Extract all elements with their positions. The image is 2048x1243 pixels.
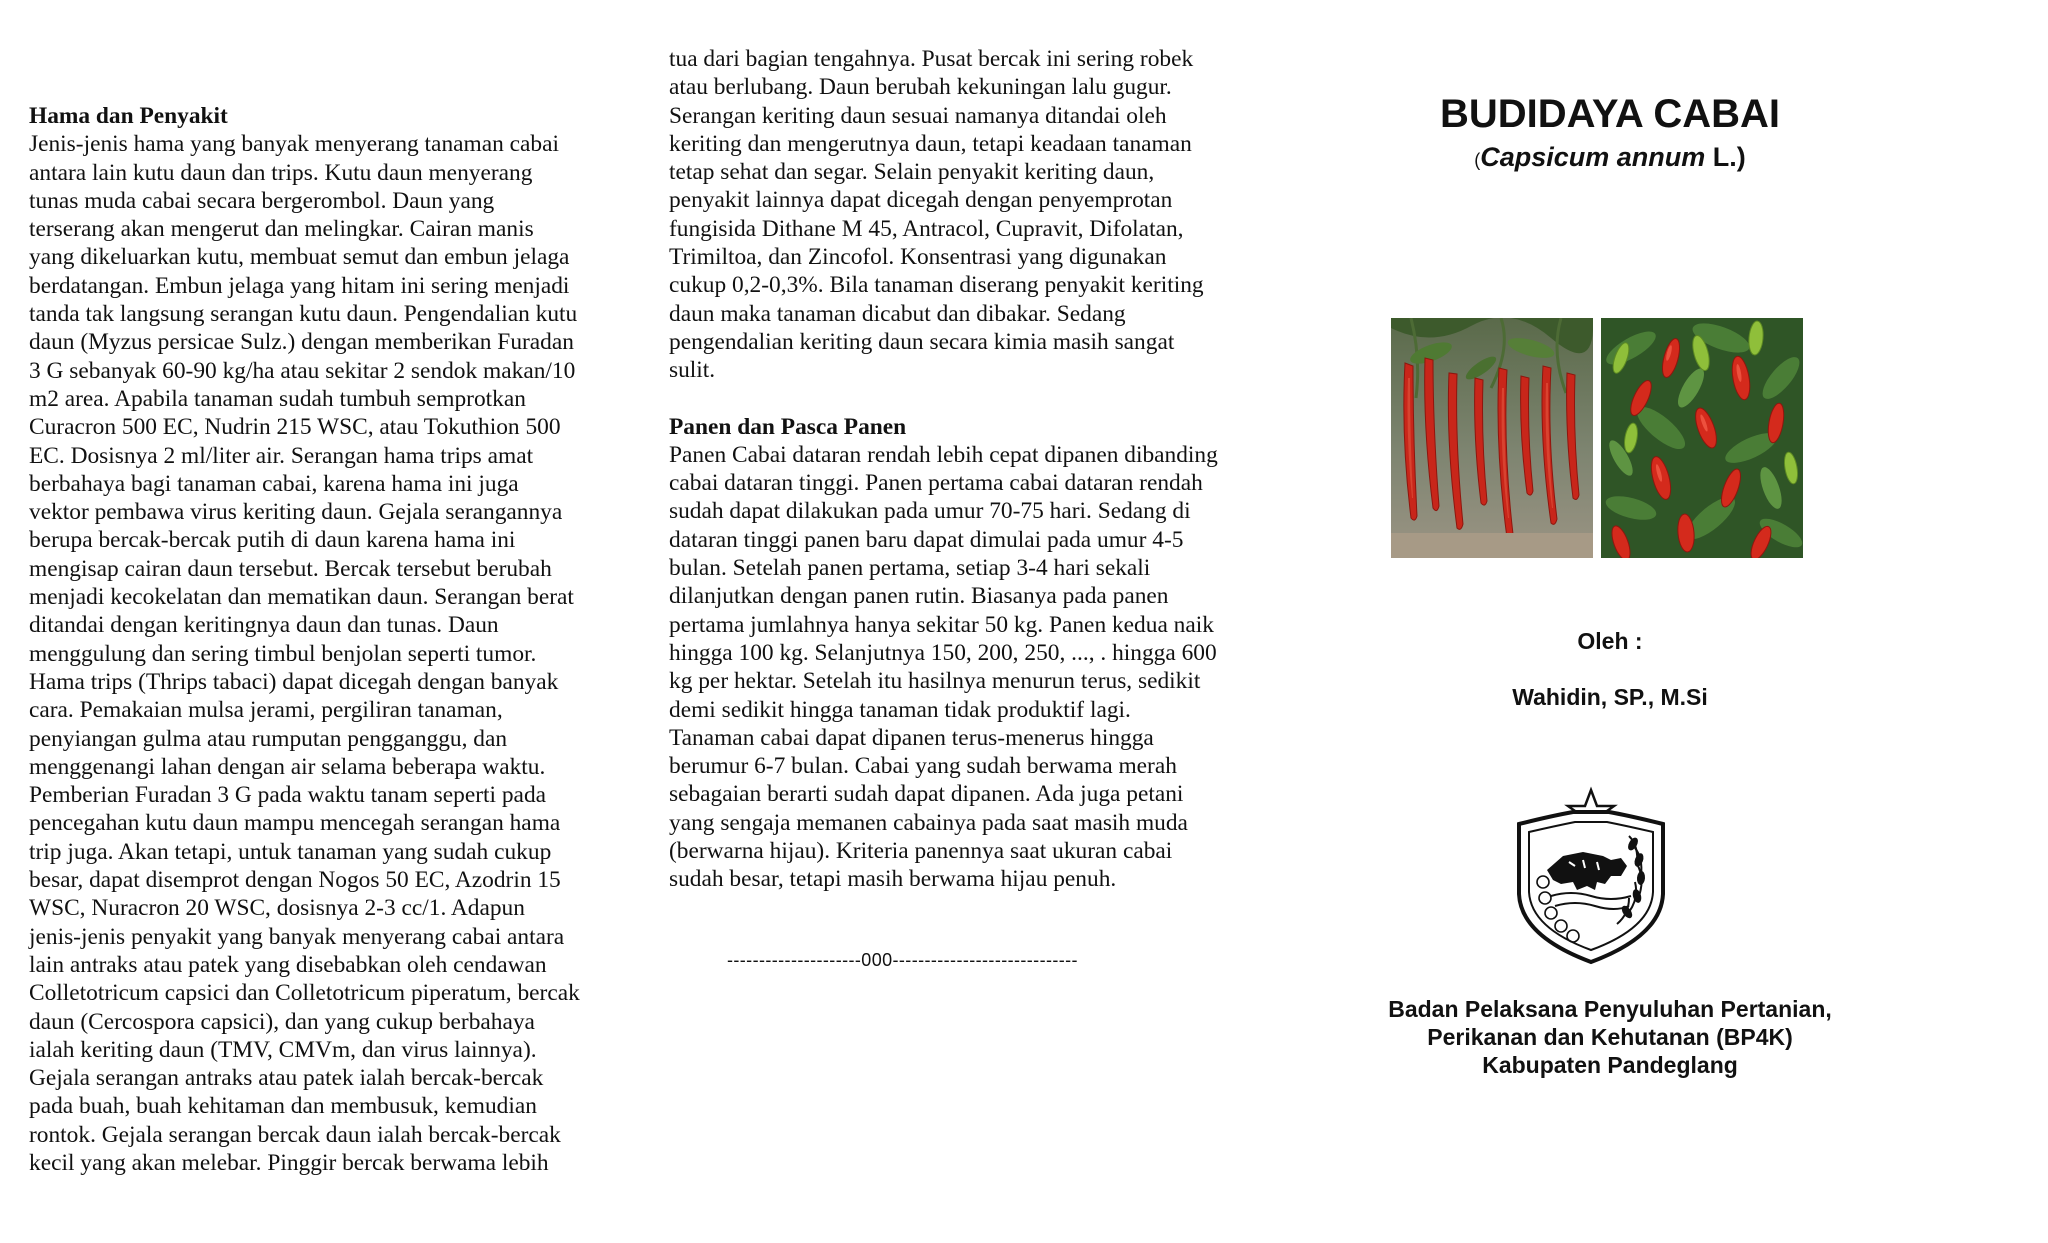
text-line: yang dikeluarkan kutu, membuat semut dan embun jelaga bbox=[29, 244, 570, 271]
text-line: EC. Dosisnya 2 ml/liter air. Serangan hama trips amat bbox=[29, 442, 534, 469]
text-line: yang sengaja memanen cabainya pada saat masih muda bbox=[669, 809, 1188, 836]
text-line: ialah keriting daun (TMV, CMVm, dan virus lainnya). bbox=[29, 1036, 537, 1063]
organization-block bbox=[1340, 995, 1880, 1079]
text-line: pada buah, buah kehitaman dan membusuk, kemudian bbox=[29, 1093, 537, 1120]
text-line: (berwarna hijau). Kriteria panennya saat ukuran cabai bbox=[669, 838, 1173, 865]
text-line: Panen Cabai dataran rendah lebih cepat dipanen dibanding bbox=[669, 441, 1218, 468]
photo-hanging-chilies bbox=[1391, 318, 1593, 558]
scientific-name: Capsicum annum bbox=[1480, 142, 1706, 172]
text-line: trip juga. Akan tetapi, untuk tanaman yang sudah cukup bbox=[29, 838, 552, 865]
text-line: sudah dapat dilakukan pada umur 70-75 hari. Sedang di bbox=[669, 498, 1191, 525]
text-line: keriting dan mengerutnya daun, tetapi keadaan tanaman bbox=[669, 130, 1192, 157]
regency-emblem bbox=[1511, 786, 1671, 966]
column2-body-bottom bbox=[669, 441, 1259, 894]
text-line: Trimiltoa, dan Zincofol. Konsentrasi yang digunakan bbox=[669, 244, 1167, 271]
text-line: daun maka tanaman dicabut dan dibakar. Sedang bbox=[669, 300, 1126, 327]
text-line: ditandai dengan keritingnya daun dan tunas. Daun bbox=[29, 612, 499, 639]
text-line: fungisida Dithane M 45, Antracol, Cupravit, Difolatan, bbox=[669, 215, 1184, 242]
text-line: pencegahan kutu daun mampu mencegah serangan hama bbox=[29, 810, 561, 837]
text-line: tetap sehat dan segar. Selain penyakit keriting daun, bbox=[669, 159, 1155, 186]
text-line: Pemberian Furadan 3 G pada waktu tanam seperti pada bbox=[29, 782, 547, 809]
hanging-chilies-illustration bbox=[1391, 318, 1593, 558]
text-line: demi sedikit hingga tanaman tidak produktif lagi. bbox=[669, 696, 1131, 723]
text-line: tunas muda cabai secara bergerombol. Daun yang bbox=[29, 187, 495, 214]
text-line: dilanjutkan dengan panen rutin. Biasanya pada panen bbox=[669, 583, 1169, 610]
text-line: penyakit lainnya dapat dicegah dengan penyemprotan bbox=[669, 187, 1173, 214]
photo-chili-bush bbox=[1601, 318, 1803, 558]
column-hama-penyakit bbox=[29, 102, 619, 1177]
text-line: antara lain kutu daun dan trips. Kutu daun menyerang bbox=[29, 159, 533, 186]
text-line: sulit. bbox=[669, 357, 716, 384]
text-line: Hama trips (Thrips tabaci) dapat dicegah dengan banyak bbox=[29, 668, 559, 695]
section-heading-hama: Hama dan Penyakit bbox=[29, 103, 228, 129]
text-line: berupa bercak-bercak putih di daun karena hama ini bbox=[29, 527, 516, 554]
text-line: sudah besar, tetapi masih berwama hijau penuh. bbox=[669, 866, 1117, 893]
text-line: cukup 0,2-0,3%. Bila tanaman diserang penyakit keriting bbox=[669, 272, 1204, 299]
text-line: hingga 100 kg. Selanjutnya 150, 200, 250, ..., . hingga 600 bbox=[669, 639, 1217, 666]
text-line: daun (Cercospora capsici), dan yang cukup berbahaya bbox=[29, 1008, 535, 1035]
text-line: penyiangan gulma atau rumputan pengganggu, dan bbox=[29, 725, 508, 752]
org-line-1: Badan Pelaksana Penyuluhan Pertanian, bbox=[1388, 996, 1832, 1022]
text-line: lain antraks atau patek yang disebabkan oleh cendawan bbox=[29, 951, 547, 978]
text-line: tua dari bagian tengahnya. Pusat bercak ini sering robek bbox=[669, 46, 1194, 72]
text-line: Curacron 500 EC, Nudrin 215 WSC, atau Tokuthion 500 bbox=[29, 414, 561, 441]
text-line: tanda tak langsung serangan kutu daun. Pengendalian kutu bbox=[29, 301, 578, 328]
text-line: berumur 6-7 bulan. Cabai yang sudah berwama merah bbox=[669, 753, 1177, 780]
cover-panel bbox=[1340, 0, 1880, 1243]
text-line: jenis-jenis penyakit yang banyak menyerang cabai antara bbox=[29, 923, 565, 950]
column1-body bbox=[29, 130, 619, 1177]
text-line: cabai dataran tinggi. Panen pertama cabai dataran rendah bbox=[669, 470, 1203, 497]
text-line: bulan. Setelah panen pertama, setiap 3-4 hari sekali bbox=[669, 555, 1151, 582]
text-line: berdatangan. Embun jelaga yang hitam ini sering menjadi bbox=[29, 272, 570, 299]
text-line: daun (Myzus persicae Sulz.) dengan memberikan Furadan bbox=[29, 329, 574, 356]
column-lanjutan-panen bbox=[669, 45, 1259, 894]
org-line-2: Perikanan dan Kehutanan (BP4K) bbox=[1427, 1024, 1793, 1050]
subtitle-author-abbrev: L.) bbox=[1705, 142, 1746, 172]
text-line: dataran tinggi panen baru dapat dimulai pada umur 4-5 bbox=[669, 526, 1184, 553]
text-line: WSC, Nuracron 20 WSC, dosisnya 2-3 cc/1. Adapun bbox=[29, 895, 525, 922]
org-line-3: Kabupaten Pandeglang bbox=[1482, 1052, 1738, 1078]
text-line: menggulung dan sering timbul benjolan seperti tumor. bbox=[29, 640, 537, 667]
shield-emblem-icon bbox=[1511, 786, 1671, 966]
text-line: Jenis-jenis hama yang banyak menyerang tanaman cabai bbox=[29, 131, 559, 158]
text-line: Tanaman cabai dapat dipanen terus-menerus hingga bbox=[669, 724, 1154, 751]
chili-bush-illustration bbox=[1601, 318, 1803, 558]
subtitle-open-paren: ( bbox=[1474, 150, 1481, 170]
text-line: sebagaian berarti sudah dapat dipanen. Ada juga petani bbox=[669, 781, 1184, 808]
text-line: mengisap cairan daun tersebut. Bercak tersebut berubah bbox=[29, 555, 552, 582]
text-line: Gejala serangan antraks atau patek ialah bercak-bercak bbox=[29, 1065, 544, 1092]
text-line: menjadi kecokelatan dan mematikan daun. Serangan berat bbox=[29, 584, 574, 611]
section-heading-panen: Panen dan Pasca Panen bbox=[669, 413, 907, 440]
text-line: Serangan keriting daun sesuai namanya ditandai oleh bbox=[669, 102, 1167, 129]
text-line: menggenangi lahan dengan air selama beberapa waktu. bbox=[29, 753, 546, 780]
paragraph-gap bbox=[669, 385, 1259, 413]
text-line: cara. Pemakaian mulsa jerami, pergiliran tanaman, bbox=[29, 697, 503, 724]
text-line: besar, dapat disemprot dengan Nogos 50 EC, Azodrin 15 bbox=[29, 867, 561, 894]
text-line: vektor pembawa virus keriting daun. Gejala serangannya bbox=[29, 499, 563, 526]
text-line: 3 G sebanyak 60-90 kg/ha atau sekitar 2 sendok makan/10 bbox=[29, 357, 576, 384]
text-line: rontok. Gejala serangan bercak daun ialah bercak-bercak bbox=[29, 1121, 561, 1148]
text-line: atau berlubang. Daun berubah kekuningan lalu gugur. bbox=[669, 74, 1172, 101]
text-line: pertama jumlahnya hanya sekitar 50 kg. Panen kedua naik bbox=[669, 611, 1214, 638]
text-line: pengendalian keriting daun secara kimia masih sangat bbox=[669, 328, 1175, 355]
text-line: kecil yang akan melebar. Pinggir bercak berwama lebih bbox=[29, 1149, 549, 1176]
text-line: m2 area. Apabila tanaman sudah tumbuh semprotkan bbox=[29, 385, 526, 412]
end-separator: ---------------------000----------------------------- bbox=[727, 950, 1078, 970]
cover-subtitle bbox=[1340, 142, 1880, 173]
cover-title: BUDIDAYA CABAI bbox=[1439, 92, 1781, 136]
by-label: Oleh : bbox=[1577, 628, 1643, 654]
text-line: berbahaya bagi tanaman cabai, karena hama ini juga bbox=[29, 470, 519, 497]
text-line: kg per hektar. Setelah itu hasilnya menurun terus, sedikit bbox=[669, 668, 1201, 695]
text-line: terserang akan mengerut dan melingkar. Cairan manis bbox=[29, 216, 534, 243]
column2-body-top bbox=[669, 45, 1259, 385]
author-name: Wahidin, SP., M.Si bbox=[1512, 684, 1708, 710]
text-line: Colletotricum capsici dan Colletotricum piperatum, bercak bbox=[29, 980, 580, 1007]
